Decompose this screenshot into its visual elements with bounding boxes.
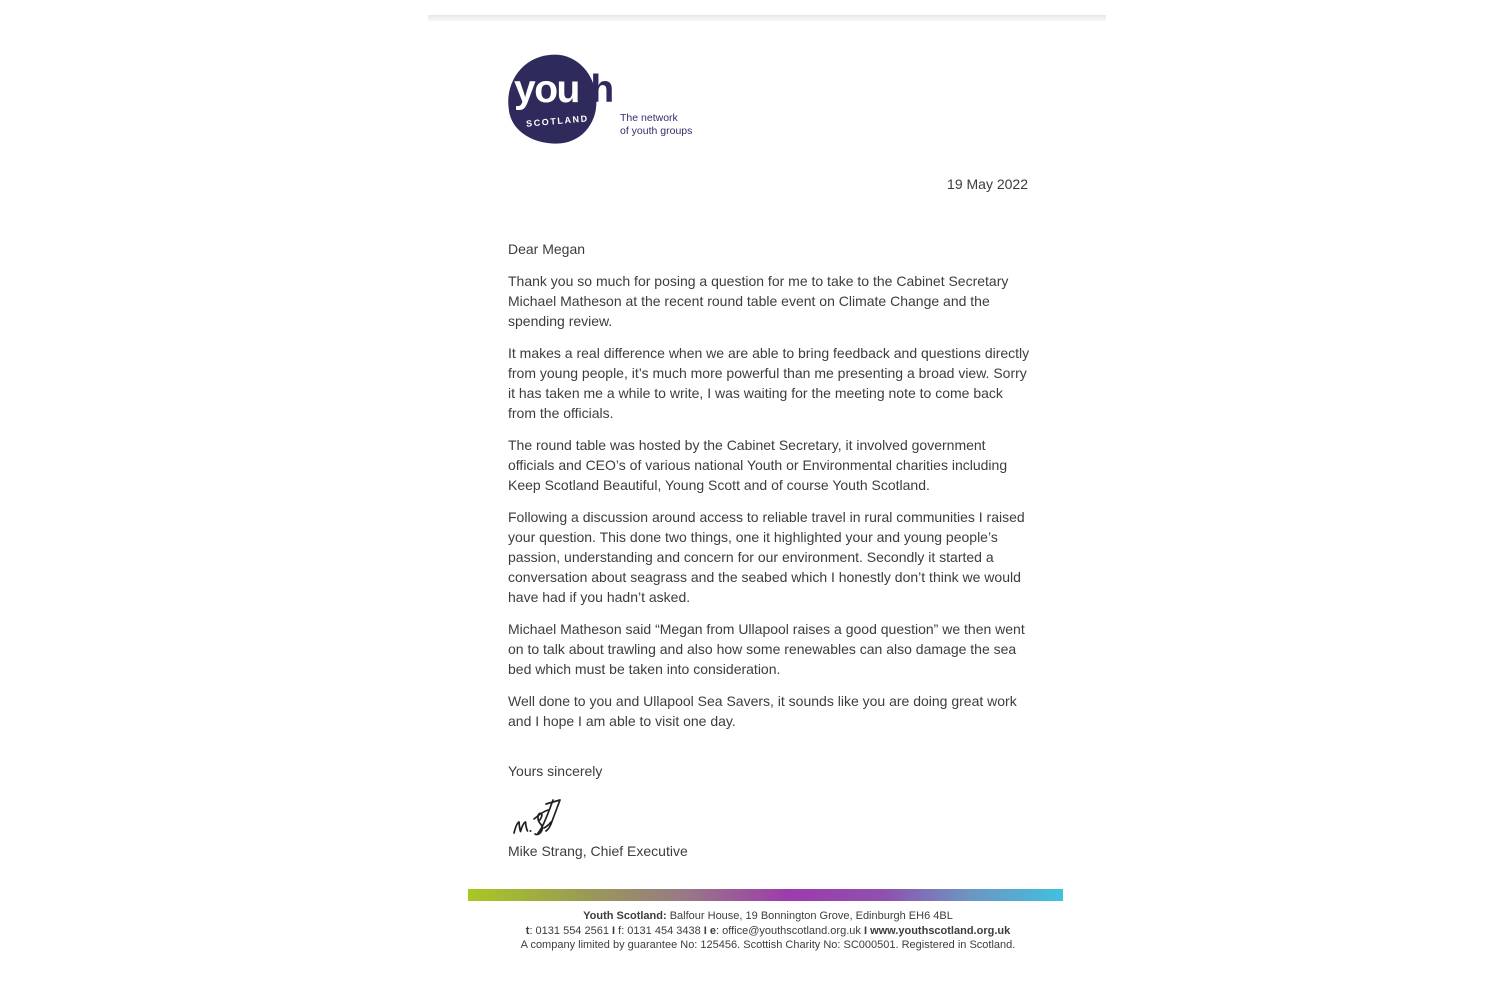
- signature-image: [510, 795, 564, 841]
- page-top-divider: [428, 15, 1106, 21]
- letter-paragraph: Following a discussion around access to reliable travel in rural communities I raised your question. This done two things, one it highlighted your and young people’s passion, understanding and concern for our environment. Secondly it started a conversation about seagrass and the seabed which I honestly don’t think we would have had if you hadn’t asked.: [508, 509, 1025, 605]
- footer-address-line: [428, 909, 1108, 924]
- letter-paragraph: Michael Matheson said “Megan from Ullapool raises a good question” we then went on to talk about trawling and also how some renewables can also damage the sea bed which must be taken into consideration.: [508, 621, 1025, 677]
- letter-paragraph: It makes a real difference when we are able to bring feedback and questions directly from young people, it’s much more powerful than me presenting a broad view. Sorry it has taken me a while to write, I was waiting for the meeting note to come back from the officials.: [508, 345, 1030, 421]
- salutation: Dear Megan: [508, 241, 586, 257]
- logo-tagline: [620, 112, 692, 138]
- youth-scotland-logo: [506, 52, 706, 148]
- signoff: Yours sincerely: [508, 763, 603, 779]
- logo-word-you: you: [514, 68, 579, 111]
- footer-address: Balfour House, 19 Bonnington Grove, Edinburgh EH6 4BL: [666, 910, 953, 922]
- footer-separator: I: [612, 924, 616, 937]
- letter-paragraph: The round table was hosted by the Cabinet Secretary, it involved government officials and CEO’s of various national Youth or Environmental charities including Keep Scotland Beautiful, Young Scott and of course Youth Scotland.: [508, 437, 1008, 493]
- logo-wordmark: [514, 70, 613, 109]
- letter-paragraph: Well done to you and Ullapool Sea Savers, it sounds like you are doing great work and I hope I am able to visit one day.: [508, 693, 1017, 729]
- logo-scotland-label: SCOTLAND: [525, 113, 590, 129]
- logo-tagline-line1: The network: [620, 112, 678, 124]
- footer-gradient-bar: [468, 889, 1063, 901]
- footer-company-line: A company limited by guarantee No: 125456. Scottish Charity No: SC000501. Registered in Scotland.: [520, 939, 1016, 951]
- letter-date: 19 May 2022: [947, 176, 1028, 192]
- signature-name: Mike Strang, Chief Executive: [508, 843, 688, 859]
- letter-paragraph: Thank you so much for posing a question for me to take to the Cabinet Secretary Michael Matheson at the recent round table event on Climate Change and the spending review.: [508, 273, 1009, 329]
- footer-phone-label: t: [525, 924, 530, 937]
- footer-separator: I: [863, 924, 871, 937]
- logo-tagline-line2: of youth groups: [620, 125, 693, 137]
- footer-phone: : 0131 554 2561: [529, 924, 613, 937]
- logo-word-th: th: [578, 68, 613, 111]
- footer-email-label: I e: [703, 924, 716, 937]
- footer-website: www.youthscotland.org.uk: [870, 924, 1011, 937]
- footer-contact-line: [428, 924, 1108, 939]
- footer-org-label: Youth Scotland:: [583, 910, 667, 922]
- footer-fax: f: 0131 454 3438: [615, 924, 704, 937]
- letter-body: [508, 239, 1032, 873]
- footer: [428, 909, 1108, 953]
- footer-email: : office@youthscotland.org.uk: [716, 924, 864, 937]
